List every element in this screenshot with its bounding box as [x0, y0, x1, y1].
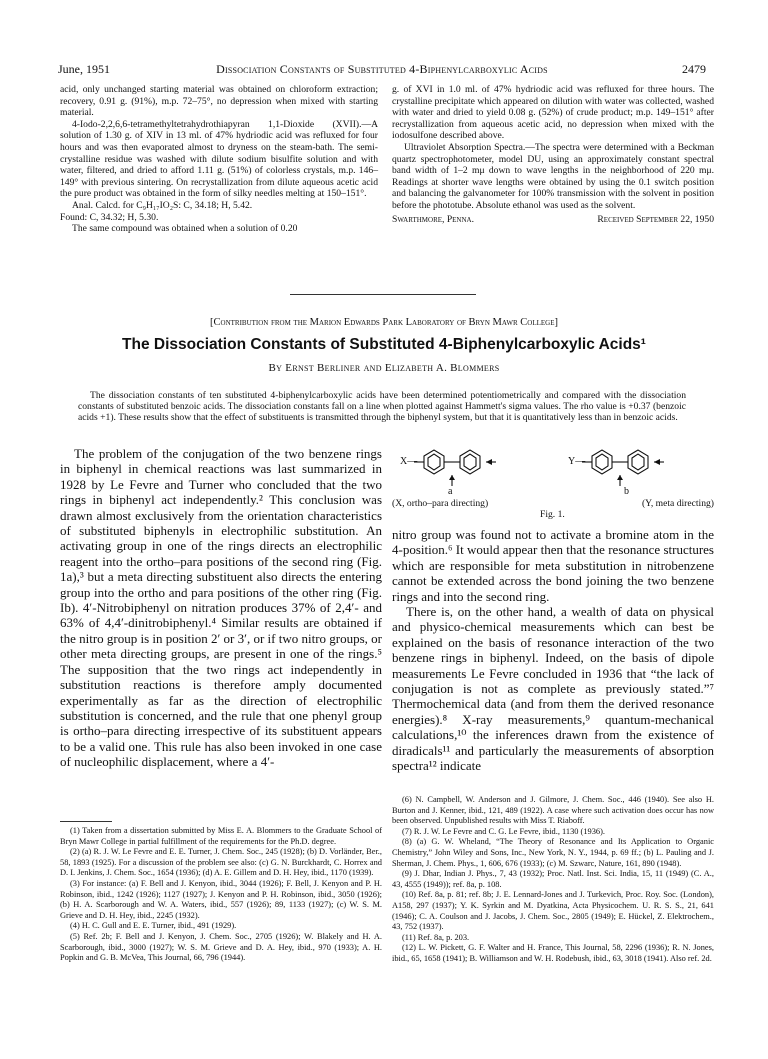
header-date: June, 1951 [58, 62, 110, 76]
footnote: (9) J. Dhar, Indian J. Phys., 7, 43 (1932); Proc. Natl. Inst. Sci. India, 15, 11 (1949) (C. A., 43, 4555 (1949)); ref. 8a, p. 108. [392, 869, 714, 889]
analysis-found: Found: C, 34.32; H, 5.30. [60, 211, 159, 223]
footnote: (1) Taken from a dissertation submitted by Miss E. A. Blommers to the Graduate School of Bryn Mawr College in partial fulfillment of the requirements for the Ph.D. degree. [60, 826, 382, 846]
authors: By Ernst Berliner and Elizabeth A. Blommers [268, 362, 500, 374]
footnote: (7) R. J. W. Le Fevre and C. G. Le Fevre, ibid., 1130 (1936). [402, 826, 605, 836]
section-divider [290, 294, 476, 295]
footnote: (5) Ref. 2b; F. Bell and J. Kenyon, J. Chem. Soc., 2705 (1926); W. Blakely and H. A. Scarborough, ibid., 3000 (1927); W. S. M. Grieve and D. A. Hey, ibid., 970 (1933); A. H. Popkin and G. B. McVea, This Journal, 66, 796 (1944). [60, 931, 382, 963]
paragraph: Ultraviolet Absorption Spectra.—The spectra were determined with a Beckman quartz spectrophotometer, model DU, using an approximately constant spectral band width of 1–2 mμ down to wave lengths in the neighborhood of 220 mμ. Readings at shorter wave lengths were obtained by using the 0.1 switch position and balancing the galvanometer for 100% transmission with the solvent in position before the phototube. Absolute ethanol was used as the solvent. [392, 141, 714, 211]
substituent-x-label: X— [400, 456, 418, 467]
footnote: (6) N. Campbell, W. Anderson and J. Gilmore, J. Chem. Soc., 446 (1940). See also H. Burton and J. Kenner, ibid., 121, 489 (1922). A case where such activation does occur has now been observed. Unpublished results with Miss T. Riaboff. [392, 795, 714, 826]
substituent-y-label: Y— [568, 456, 586, 467]
footnote: (11) Ref. 8a, p. 203. [402, 932, 470, 942]
figure-label-a: a [448, 486, 453, 497]
analysis-calcd-text: Anal. Calcd. for C₉H₁₇IO₂S: C, 34.18; H, 5.42. [72, 199, 253, 211]
figure-label-b: b [624, 486, 629, 497]
footnote: (4) H. C. Gull and E. E. Turner, ibid., 491 (1929). [70, 921, 237, 931]
caption-b: (Y, meta directing) [641, 498, 714, 509]
top-right-column [392, 84, 714, 225]
article-title: The Dissociation Constants of Substituted 4-Biphenylcarboxylic Acids¹ [122, 336, 646, 353]
contribution-line: [Contribution from the Marion Edwards Park Laboratory of Bryn Mawr College] [210, 317, 558, 328]
figure-number: Fig. 1. [540, 509, 565, 520]
place: Swarthmore, Penna. [392, 213, 474, 225]
abstract: The dissociation constants of ten substituted 4-biphenylcarboxylic acids have been determined potentiometrically and compared with the dissociation constants of substituted benzoic acids. The dissociation constants fall on a line when plotted against Hammett's sigma values. The rho value is +0.37 (benzoic acids +1). These results show that the effect of substituents is transmitted through the biphenyl system, but that it is quantitatively less than in benzoic acids. [78, 390, 686, 423]
body-right-column [392, 527, 714, 774]
footnote: (8) (a) G. W. Wheland, “The Theory of Resonance and Its Application to Organic Chemistry,” John Wiley and Sons, Inc., New York, N. Y., 1944, p. 69 ff.; (b) L. Pauling and J. Sherman, J. Chem. Phys., 1, 606, 676 (1933); (c) M. Szwarc, Nature, 161, 890 (1948). [392, 837, 714, 868]
paragraph: The same compound was obtained when a solution of 0.20 [72, 223, 298, 235]
analysis-calcd [60, 200, 378, 212]
footnote: (10) Ref. 8a, p. 81; ref. 8b; J. E. Lennard-Jones and J. Turkevich, Proc. Roy. Soc. (London), A158, 297 (1937); Y. K. Syrkin and M. Dyatkina, Acta Physicochem. U. R. S. S., 21, 641 (1946); C. A. Coulson and J. Jacobs, J. Chem. Soc., 2805 (1949); E. Hückel, Z. Elektrochem., 43, 752 (1937). [392, 890, 714, 932]
footnote: (12) L. W. Pickett, G. F. Walter and H. France, This Journal, 58, 2296 (1936); R. N. Jones, ibid., 65, 1658 (1941); B. Williamson and W. H. Rodebush, ibid., 63, 3018 (1941). Also ref. 2d. [392, 943, 714, 963]
paragraph: nitro group was found not to activate a bromine atom in the 4-position.⁶ It would appear then that the resonance structures which are responsible for meta substitution in nitrobenzene cannot be extended across the bond joining the two benzene rings and into the second ring. [392, 527, 714, 604]
footnote-rule [60, 821, 112, 822]
top-left-column [60, 84, 378, 235]
footnote: (3) For instance: (a) F. Bell and J. Kenyon, ibid., 3044 (1926); F. Bell, J. Kenyon and P. H. Robinson, ibid., 1242 (1926); 1127 (1927); J. Kenyon and P. H. Robinson, ibid., 3050 (1926); (b) H. A. Scarborough and W. A. Waters, ibid., 557 (1926); 89, 1133 (1927); (c) W. S. M. Grieve and D. H. Hey, ibid., 2245 (1932). [60, 878, 382, 920]
signature-line [392, 214, 714, 226]
caption-a: (X, ortho–para directing) [392, 498, 489, 509]
paragraph: 4-Iodo-2,2,6,6-tetramethyltetrahydrothiapyran 1,1-Dioxide (XVII).—A solution of 1.30 g. of XIV in 13 ml. of 47% hydriodic acid was refluxed for four hours and was then evaporated almost to dryness on the steam-bath. The semi-crystalline residue was washed with dilute sodium bisulfite solution and with water, filtered, and dried to afford 1.11 g. (51%) of colorless crystals, m.p. 146–149° with previous sintering. On recrystallization from dilute aqueous acetic acid the pure product was obtained in the form of silky needles melting at 150–151°. [60, 118, 378, 200]
footnote: (2) (a) R. J. W. Le Fevre and E. E. Turner, J. Chem. Soc., 245 (1928); (b) D. Vorländer, Ber., 58, 1893 (1925). For a discussion of the problem see also: (c) G. N. Burckhardt, C. Horrex and D. I. Jenkins, J. Chem. Soc., 1654 (1936); (d) A. E. Gillem and D. H. Hey, ibid., 1170 (1939). [60, 847, 382, 878]
figure-1 [392, 446, 714, 522]
paragraph: There is, on the other hand, a wealth of data on physical and physico-chemical measurements which can best be explained on the basis of resonance interaction of the two benzene rings in biphenyl. Indeed, on the basis of dipole measurements Le Fevre concluded in 1936 that “the lack of conjugation is not as complete as previously stated.”⁷ Thermochemical data (and from them the derived resonance energies).⁸ X-ray measurements,⁹ quantum-mechanical calculations,¹⁰ the inferences drawn from the existence of diradicals¹¹ and particularly the measurements of absorption spectra¹² indicate [392, 604, 714, 774]
body-left-column [60, 446, 382, 770]
received-date: Received September 22, 1950 [597, 213, 714, 225]
paragraph: acid, only unchanged starting material was obtained on chloroform extraction; recovery, 0.91 g. (91%), m.p. 72–75°, no depression when mixed with starting material. [60, 84, 378, 119]
paragraph: g. of XVI in 1.0 ml. of 47% hydriodic acid was refluxed for three hours. The crystalline precipitate which appeared on dilution with water was collected, washed with water and dried to yield 0.08 g. (52%) of crude product; m.p. 149–151° after recrystallization from aqueous acetic acid, no depression when mixed with the iodosulfone described above. [392, 84, 714, 142]
paragraph: The problem of the conjugation of the two benzene rings in biphenyl in chemical reactions was last summarized in 1928 by Le Fevre and Turner who concluded that the two rings in biphenyl act independently.² This conclusion was drawn almost exclusively from the orientation characteristics of substituted biphenyls in electrophilic substitution. An activating group in one of the rings directs an electrophilic reagent into the ortho–para positions of the second ring (Fig. 1a),³ but a meta directing substituent also directs the entering group into the ortho and para positions of the other ring (Fig. Ib). 4′-Nitrobiphenyl on nitration produces 37% of 2,4′- and 63% of 4,4′-dinitrobiphenyl.⁴ Similar results are obtained if the nitro group is in position 2′ or 3′, or if two nitro groups, or other meta directing groups, are present in one of the rings.⁵ The supposition that the two rings act independently in substitution reactions is therefore amply documented experimentally as far as the direction of electrophilic substitution is concerned, and the rule that one phenyl group is ortho–para directing irrespective of its substituent appears to be a valid one. This rule has also been invoked in one case of nucleophilic displacement, where a 4′- [60, 446, 382, 770]
footnotes-left [60, 826, 382, 964]
header-running-title: Dissociation Constants of Substituted 4-Biphenylcarboxylic Acids [216, 62, 548, 76]
header-page-number: 2479 [682, 62, 706, 76]
footnotes-right [392, 795, 714, 965]
running-header [58, 62, 706, 78]
